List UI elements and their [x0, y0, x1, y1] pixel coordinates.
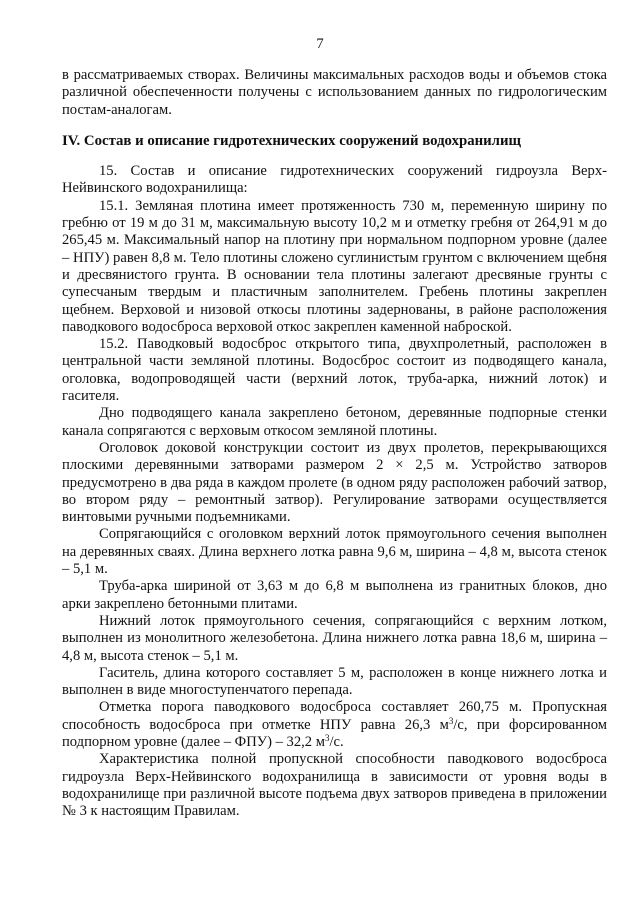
section-heading: IV. Состав и описание гидротехнических сооружений водохранилищ — [62, 132, 521, 149]
paragraph-15-2-spillway: 15.2. Паводковый водосброс открытого типа, двухпролетный, расположен в центральной части земляной плотины. Водосброс состоит из подводящего канала, оголовка, водопроводящей части (верхний лоток, труба-арка, нижний лоток) и гасителя. — [62, 336, 607, 405]
paragraph-pipe-arch: Труба-арка шириной от 3,63 м до 6,8 м выполнена из гранитных блоков, дно арки закреплено бетонными плитами. — [62, 578, 607, 612]
paragraph-upper-flume: Сопрягающийся с оголовком верхний лоток прямоугольного сечения выполнен на деревянных сваях. Длина верхнего лотка равна 9,6 м, ширина – 4,8 м, высота стенок – 5,1 м. — [62, 526, 607, 578]
paragraph-spillway-sill — [62, 699, 607, 751]
document-body — [62, 67, 607, 820]
sill-text-1: Отметка порога паводкового водосброса составляет 260,75 м. Пропускная способность водосброса при отметке НПУ равна 26,3 м — [62, 699, 607, 733]
cubic-superscript-1: 3 — [448, 715, 454, 726]
sill-text-3: /с. — [329, 733, 344, 750]
paragraph-energy-damper: Гаситель, длина которого составляет 5 м, расположен в конце нижнего лотка и выполнен в виде многоступенчатого перепада. — [62, 664, 607, 699]
sill-text-2: /с, при форсированном подпорном уровне (далее – ФПУ) – 32,2 м — [62, 716, 608, 750]
page-number: 7 — [316, 36, 324, 52]
paragraph-15-1-dam: 15.1. Земляная плотина имеет протяженность 730 м, переменную ширину по гребню от 19 м до 31 м, максимальную высоту 10,2 м и отметку гребня от 264,91 м до 265,45 м. Максимальный напор на плотину при нормальном подпорном уровне (далее – НПУ) равен 8,8 м. Тело плотины сложено суглинистым грунтом с включением щебня и дресвянистого грунта. В основании тела плотины залегают дресвяные грунты с супесчаным твердым и пластичным заполнителем. Гребень плотины закреплен щебнем. Верховой и низовой откосы плотины задернованы, в районе расположения паводкового водосброса верховой откос закреплен каменной наброской. — [62, 197, 607, 335]
paragraph-canal: Дно подводящего канала закреплено бетоном, деревянные подпорные стенки канала сопрягаются с верховым откосом земляной плотины. — [62, 405, 607, 439]
paragraph-head-structure: Оголовок доковой конструкции состоит из двух пролетов, перекрывающихся плоскими деревянными затворами размером 2 × 2,5 м. Устройство затворов предусмотрено в два ряда в каждом пролете (в одном ряду расположен рабочий затвор, во втором ряду – ремонтный затвор). Регулирование затворами осуществляется винтовыми ручными подъемниками. — [62, 439, 607, 526]
cubic-superscript-2: 3 — [324, 732, 330, 743]
intro-paragraph: в рассматриваемых створах. Величины максимальных расходов воды и объемов стока различной обеспеченности получены с использованием данных по гидрологическим постам-аналогам. — [62, 67, 607, 118]
paragraph-capacity-characteristic: Характеристика полной пропускной способности паводкового водосброса гидроузла Верх-Нейвинского водохранилища в зависимости от уровня воды в водохранилище при различной высоте подъема двух затворов приведена в приложении № 3 к настоящим Правилам. — [62, 751, 607, 820]
paragraph-15: 15. Состав и описание гидротехнических сооружений гидроузла Верх-Нейвинского водохранилища: — [62, 163, 607, 197]
paragraph-lower-flume: Нижний лоток прямоугольного сечения, сопрягающийся с верхним лотком, выполнен из монолитного железобетона. Длина нижнего лотка равна 18,6 м, ширина – 4,8 м, высота стенок – 5,1 м. — [62, 612, 607, 664]
